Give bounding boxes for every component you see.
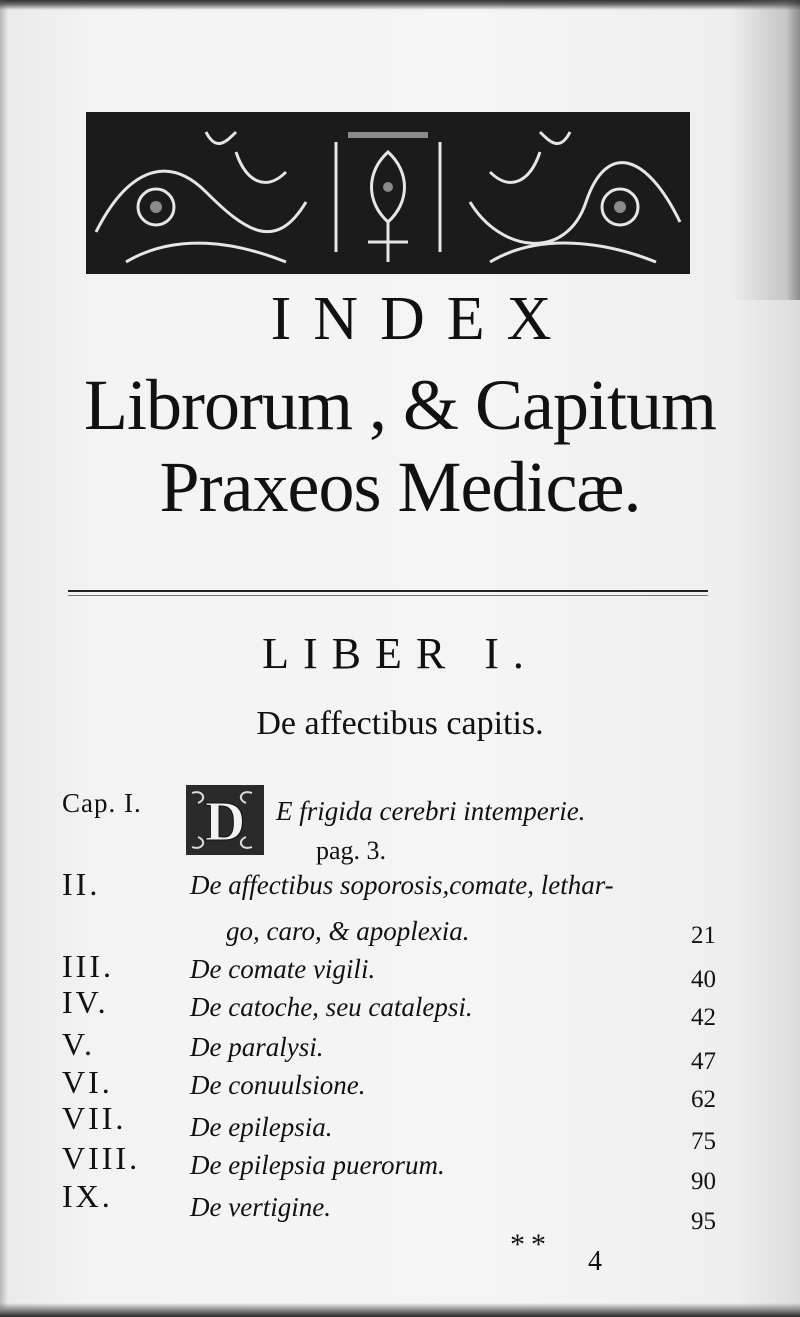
chapter-number: Cap. I. (62, 788, 142, 818)
chapter-title: De affectibus soporosis,comate, lethar- (190, 870, 614, 900)
title-line-praxeos: Praxeos Medicæ. (159, 447, 641, 527)
index-title: INDEX (270, 285, 574, 353)
chapter-title: De epilepsia puerorum. (190, 1150, 445, 1180)
chapter-number: III. (62, 948, 114, 984)
chapter-page: 47 (691, 1048, 716, 1075)
title-line-librorum: Librorum , & Capitum (84, 365, 716, 445)
chapter-page: 21 (691, 922, 716, 949)
chapter-title: De paralysi. (190, 1032, 324, 1062)
chapter-page: 75 (691, 1128, 716, 1155)
chapter-title: E frigida cerebri intemperie. (276, 796, 586, 826)
chapter-number: V. (62, 1026, 95, 1062)
chapter-number: IX. (62, 1178, 113, 1214)
liber-subtitle: De affectibus capitis. (256, 705, 544, 742)
chapter-title-continuation: go, caro, & apoplexia. (226, 916, 470, 946)
liber-heading: LIBER I. (262, 629, 538, 678)
chapter-page-ref: pag. 3. (316, 836, 387, 865)
chapter-number: VIII. (62, 1140, 141, 1176)
chapter-title: De epilepsia. (190, 1112, 333, 1142)
chapter-number: IV. (62, 984, 109, 1020)
chapter-page: 40 (691, 966, 716, 993)
chapter-page: 42 (691, 1004, 716, 1031)
chapter-title: De vertigine. (190, 1192, 331, 1222)
chapter-title: De conuulsione. (190, 1070, 366, 1100)
chapter-number: VII. (62, 1100, 127, 1136)
dropcap-letter: D (204, 791, 246, 853)
chapter-title: De comate vigili. (190, 954, 376, 984)
chapter-page: 62 (691, 1086, 716, 1113)
decorated-initial-d-icon (186, 785, 264, 855)
folio-number: 4 (588, 1246, 602, 1277)
chapter-page: 95 (691, 1208, 716, 1235)
chapter-title: De catoche, seu catalepsi. (190, 992, 473, 1022)
chapter-number: VI. (62, 1064, 113, 1100)
chapter-page: 90 (691, 1168, 716, 1195)
signature-mark: ** (510, 1228, 552, 1261)
bottom-edge-shadow (0, 1303, 800, 1317)
chapter-number: II. (62, 866, 101, 902)
